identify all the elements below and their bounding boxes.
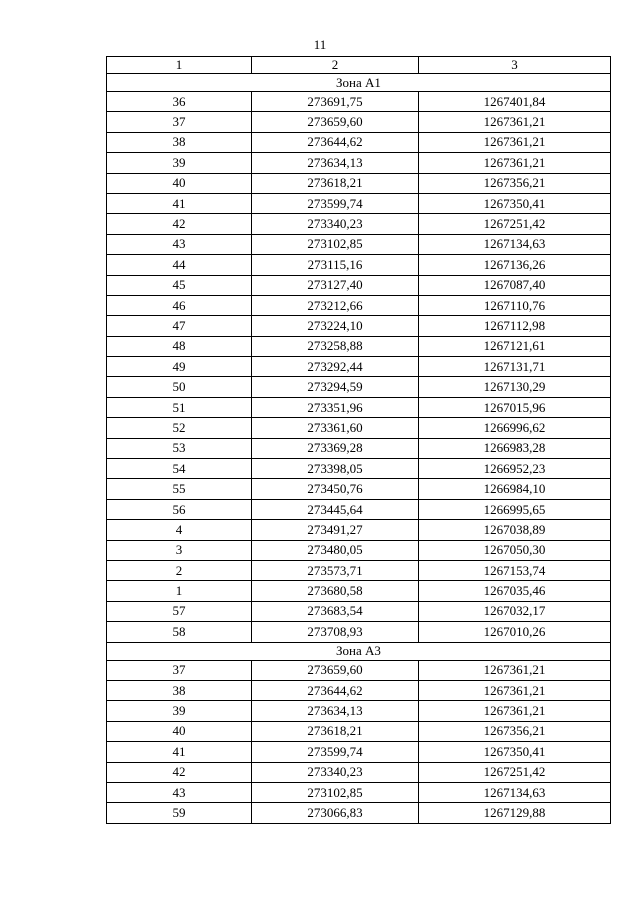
column-header-3: 3: [419, 57, 611, 74]
point-number-cell: 47: [107, 316, 252, 336]
x-coordinate-cell: 273618,21: [252, 721, 419, 741]
y-coordinate-cell: 1267131,71: [419, 357, 611, 377]
y-coordinate-cell: 1267356,21: [419, 173, 611, 193]
table-row: [107, 782, 611, 802]
point-number-cell: 42: [107, 762, 252, 782]
point-number-cell: 49: [107, 357, 252, 377]
table-row: [107, 762, 611, 782]
table-row: [107, 275, 611, 295]
y-coordinate-cell: 1266983,28: [419, 438, 611, 458]
y-coordinate-cell: 1267121,61: [419, 336, 611, 356]
point-number-cell: 3: [107, 540, 252, 560]
x-coordinate-cell: 273480,05: [252, 540, 419, 560]
table-row: [107, 112, 611, 132]
point-number-cell: 38: [107, 680, 252, 700]
point-number-cell: 39: [107, 701, 252, 721]
y-coordinate-cell: 1267251,42: [419, 762, 611, 782]
point-number-cell: 53: [107, 438, 252, 458]
point-number-cell: 59: [107, 803, 252, 823]
point-number-cell: 37: [107, 660, 252, 680]
table-row: [107, 581, 611, 601]
point-number-cell: 41: [107, 742, 252, 762]
y-coordinate-cell: 1267350,41: [419, 193, 611, 213]
y-coordinate-cell: 1267038,89: [419, 520, 611, 540]
table-row: [107, 418, 611, 438]
point-number-cell: 37: [107, 112, 252, 132]
point-number-cell: 1: [107, 581, 252, 601]
table-row: [107, 295, 611, 315]
y-coordinate-cell: 1267401,84: [419, 92, 611, 112]
x-coordinate-cell: 273066,83: [252, 803, 419, 823]
point-number-cell: 52: [107, 418, 252, 438]
x-coordinate-cell: 273659,60: [252, 660, 419, 680]
point-number-cell: 38: [107, 132, 252, 152]
y-coordinate-cell: 1267134,63: [419, 782, 611, 802]
y-coordinate-cell: 1267129,88: [419, 803, 611, 823]
x-coordinate-cell: 273212,66: [252, 295, 419, 315]
y-coordinate-cell: 1267153,74: [419, 560, 611, 580]
y-coordinate-cell: 1267112,98: [419, 316, 611, 336]
table-row: [107, 660, 611, 680]
point-number-cell: 57: [107, 601, 252, 621]
x-coordinate-cell: 273683,54: [252, 601, 419, 621]
x-coordinate-cell: 273115,16: [252, 255, 419, 275]
point-number-cell: 43: [107, 234, 252, 254]
x-coordinate-cell: 273573,71: [252, 560, 419, 580]
x-coordinate-cell: 273659,60: [252, 112, 419, 132]
x-coordinate-cell: 273634,13: [252, 701, 419, 721]
point-number-cell: 39: [107, 153, 252, 173]
point-number-cell: 48: [107, 336, 252, 356]
x-coordinate-cell: 273294,59: [252, 377, 419, 397]
coordinates-table: [106, 56, 611, 824]
table-row: [107, 520, 611, 540]
zone-title: Зона А1: [107, 74, 611, 92]
x-coordinate-cell: 273691,75: [252, 92, 419, 112]
table-body: [107, 57, 611, 824]
x-coordinate-cell: 273634,13: [252, 153, 419, 173]
table-row: [107, 459, 611, 479]
table-row: [107, 357, 611, 377]
y-coordinate-cell: 1267251,42: [419, 214, 611, 234]
point-number-cell: 41: [107, 193, 252, 213]
point-number-cell: 45: [107, 275, 252, 295]
y-coordinate-cell: 1267087,40: [419, 275, 611, 295]
y-coordinate-cell: 1267134,63: [419, 234, 611, 254]
point-number-cell: 43: [107, 782, 252, 802]
x-coordinate-cell: 273102,85: [252, 234, 419, 254]
y-coordinate-cell: 1267361,21: [419, 680, 611, 700]
table-row: [107, 540, 611, 560]
column-header-1: 1: [107, 57, 252, 74]
point-number-cell: 40: [107, 173, 252, 193]
x-coordinate-cell: 273450,76: [252, 479, 419, 499]
table-row: [107, 234, 611, 254]
table-row: [107, 336, 611, 356]
y-coordinate-cell: 1267361,21: [419, 153, 611, 173]
table-row: [107, 193, 611, 213]
point-number-cell: 51: [107, 397, 252, 417]
table-row: [107, 479, 611, 499]
x-coordinate-cell: 273644,62: [252, 680, 419, 700]
y-coordinate-cell: 1267350,41: [419, 742, 611, 762]
y-coordinate-cell: 1267361,21: [419, 701, 611, 721]
table-row: [107, 701, 611, 721]
table-row: [107, 173, 611, 193]
y-coordinate-cell: 1267361,21: [419, 112, 611, 132]
point-number-cell: 58: [107, 622, 252, 642]
x-coordinate-cell: 273599,74: [252, 193, 419, 213]
point-number-cell: 54: [107, 459, 252, 479]
x-coordinate-cell: 273708,93: [252, 622, 419, 642]
y-coordinate-cell: 1267035,46: [419, 581, 611, 601]
x-coordinate-cell: 273351,96: [252, 397, 419, 417]
table-row: [107, 601, 611, 621]
table-row: [107, 438, 611, 458]
y-coordinate-cell: 1267361,21: [419, 660, 611, 680]
point-number-cell: 44: [107, 255, 252, 275]
y-coordinate-cell: 1267015,96: [419, 397, 611, 417]
x-coordinate-cell: 273644,62: [252, 132, 419, 152]
point-number-cell: 55: [107, 479, 252, 499]
y-coordinate-cell: 1267050,30: [419, 540, 611, 560]
table-row: [107, 92, 611, 112]
table-row: [107, 214, 611, 234]
point-number-cell: 2: [107, 560, 252, 580]
table-row: [107, 255, 611, 275]
point-number-cell: 36: [107, 92, 252, 112]
table-row: [107, 560, 611, 580]
point-number-cell: 50: [107, 377, 252, 397]
point-number-cell: 56: [107, 499, 252, 519]
x-coordinate-cell: 273369,28: [252, 438, 419, 458]
table-row: [107, 377, 611, 397]
x-coordinate-cell: 273599,74: [252, 742, 419, 762]
y-coordinate-cell: 1267361,21: [419, 132, 611, 152]
x-coordinate-cell: 273491,27: [252, 520, 419, 540]
table-row: [107, 680, 611, 700]
y-coordinate-cell: 1267356,21: [419, 721, 611, 741]
x-coordinate-cell: 273618,21: [252, 173, 419, 193]
y-coordinate-cell: 1266995,65: [419, 499, 611, 519]
table-row: [107, 153, 611, 173]
y-coordinate-cell: 1266996,62: [419, 418, 611, 438]
page-number: 11: [313, 37, 327, 52]
x-coordinate-cell: 273224,10: [252, 316, 419, 336]
table-row: [107, 622, 611, 642]
x-coordinate-cell: 273258,88: [252, 336, 419, 356]
x-coordinate-cell: 273445,64: [252, 499, 419, 519]
point-number-cell: 40: [107, 721, 252, 741]
y-coordinate-cell: 1266984,10: [419, 479, 611, 499]
x-coordinate-cell: 273340,23: [252, 762, 419, 782]
x-coordinate-cell: 273398,05: [252, 459, 419, 479]
point-number-cell: 4: [107, 520, 252, 540]
table-row: [107, 397, 611, 417]
y-coordinate-cell: 1267110,76: [419, 295, 611, 315]
column-header-2: 2: [252, 57, 419, 74]
y-coordinate-cell: 1267010,26: [419, 622, 611, 642]
zone-title-row: [107, 74, 611, 92]
y-coordinate-cell: 1267032,17: [419, 601, 611, 621]
table-row: [107, 499, 611, 519]
table-row: [107, 803, 611, 823]
x-coordinate-cell: 273102,85: [252, 782, 419, 802]
header-row: [107, 57, 611, 74]
x-coordinate-cell: 273361,60: [252, 418, 419, 438]
table-row: [107, 316, 611, 336]
x-coordinate-cell: 273127,40: [252, 275, 419, 295]
point-number-cell: 46: [107, 295, 252, 315]
table-row: [107, 742, 611, 762]
y-coordinate-cell: 1267136,26: [419, 255, 611, 275]
y-coordinate-cell: 1267130,29: [419, 377, 611, 397]
table-row: [107, 132, 611, 152]
point-number-cell: 42: [107, 214, 252, 234]
y-coordinate-cell: 1266952,23: [419, 459, 611, 479]
table-row: [107, 721, 611, 741]
x-coordinate-cell: 273680,58: [252, 581, 419, 601]
zone-title-row: [107, 642, 611, 660]
x-coordinate-cell: 273340,23: [252, 214, 419, 234]
x-coordinate-cell: 273292,44: [252, 357, 419, 377]
zone-title: Зона А3: [107, 642, 611, 660]
